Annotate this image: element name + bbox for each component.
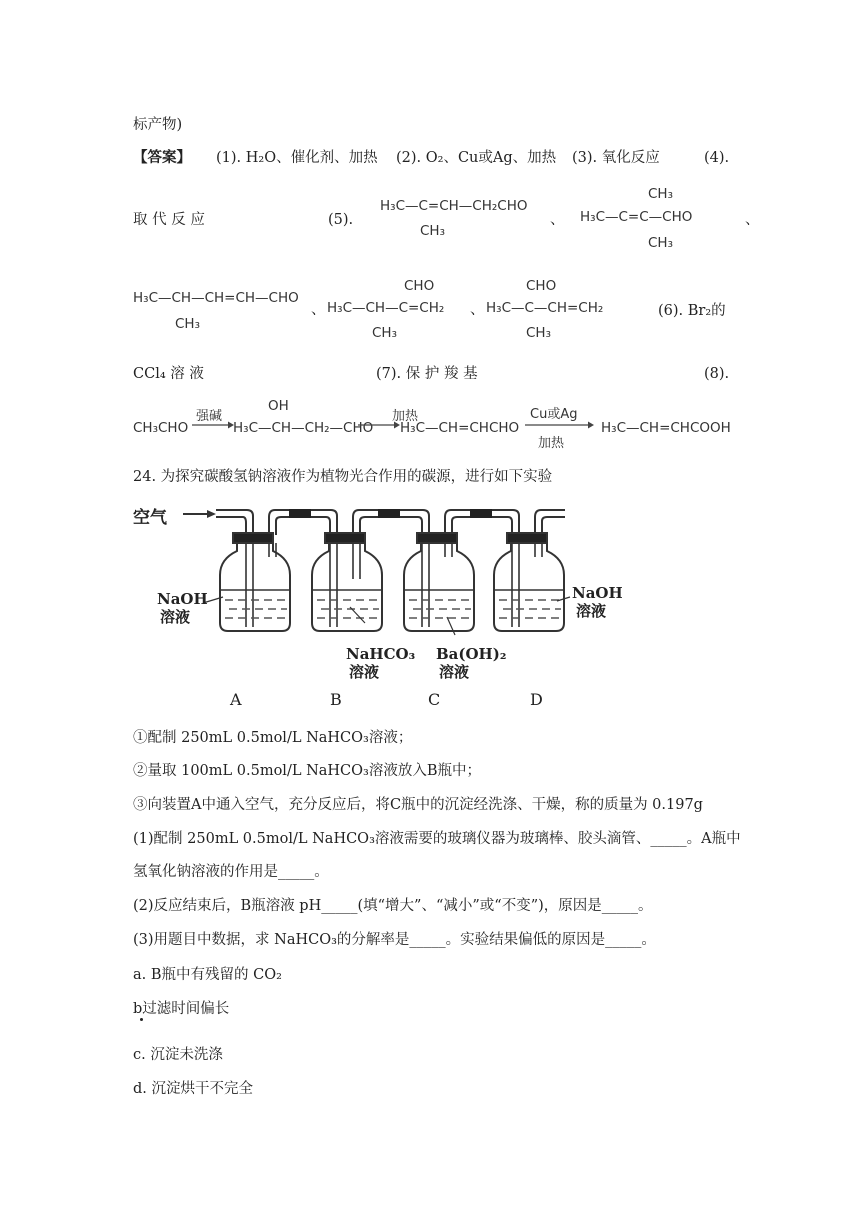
nahco3-label-2: 溶液 xyxy=(349,663,380,681)
option-b: b过滤时间偏长 xyxy=(133,1001,230,1017)
bottle-d-label: D xyxy=(530,690,543,709)
part-2: (2)反应结束后，B瓶溶液 pH_____(填“增大”、“减小”或“不变”)，原因是_____。 xyxy=(133,898,653,914)
structure-3-methyl: CH₃ xyxy=(175,316,200,332)
separator: 、 xyxy=(745,212,760,228)
answer-6: (6). Br₂的 xyxy=(658,303,726,319)
step-3: ③向装置A中通入空气，充分反应后，将C瓶中的沉淀经洗涤、干燥，称的质量为 0.197g xyxy=(133,797,703,813)
baoh2-label-2: 溶液 xyxy=(439,663,470,681)
answer-8-num: (8). xyxy=(704,366,730,382)
air-label: 空气 xyxy=(133,508,167,528)
naoh-right-label-1: NaOH xyxy=(572,584,623,602)
structure-5-bottom: CH₃ xyxy=(526,325,551,341)
nahco3-label-1: NaHCO₃ xyxy=(346,645,416,663)
structure-2: H₃C—C=C—CHO xyxy=(580,209,693,225)
structure-3: H₃C—CH—CH=CH—CHO xyxy=(133,290,299,306)
answer-5-num: (5). xyxy=(328,212,354,228)
structure-2-bottom: CH₃ xyxy=(648,235,673,251)
route-arrow-1 xyxy=(192,420,234,430)
separator: 、 xyxy=(470,302,485,318)
separator: 、 xyxy=(311,302,326,318)
bottle-a-label: A xyxy=(230,690,242,709)
naoh-left-label-1: NaOH xyxy=(157,590,208,608)
answer-6-continued: CCl₄ 溶 液 xyxy=(133,366,204,382)
route-intermediate-2: H₃C—CH=CHCHO xyxy=(400,420,520,436)
top-fragment: 标产物) xyxy=(133,117,183,133)
route-intermediate-1: H₃C—CH—CH₂—CHO xyxy=(233,420,374,436)
separator: 、 xyxy=(550,212,565,228)
route-condition-2: 加热 xyxy=(392,409,419,424)
answer-3: (3). 氧化反应 xyxy=(572,150,660,166)
route-condition-1: 强碱 xyxy=(196,409,223,424)
option-d: d. 沉淀烘干不完全 xyxy=(133,1081,253,1097)
question-24-title: 24. 为探究碳酸氢钠溶液作为植物光合作用的碳源，进行如下实验 xyxy=(133,469,553,485)
step-2: ②量取 100mL 0.5mol/L NaHCO₃溶液放入B瓶中； xyxy=(133,763,481,779)
route-reactant: CH₃CHO xyxy=(133,420,189,436)
step-1: ①配制 250mL 0.5mol/L NaHCO₃溶液； xyxy=(133,730,413,746)
part-3: (3)用题目中数据，求 NaHCO₃的分解率是_____。实验结果偏低的原因是_____。 xyxy=(133,932,656,948)
structure-5: H₃C—C—CH=CH₂ xyxy=(486,300,604,316)
answer-4-num: (4). xyxy=(704,150,730,166)
structure-5-top: CHO xyxy=(526,278,557,294)
part-1-line-2: 氢氧化钠溶液的作用是_____。 xyxy=(133,864,329,880)
route-condition-3-bottom: 加热 xyxy=(538,436,565,451)
answer-7: (7). 保 护 羧 基 xyxy=(376,366,478,382)
structure-1: H₃C—C=CH—CH₂CHO xyxy=(380,198,528,214)
naoh-right-label-2: 溶液 xyxy=(576,602,607,620)
bottle-b-label: B xyxy=(330,690,342,709)
route-arrow-3 xyxy=(525,420,595,430)
route-arrow-2 xyxy=(358,420,400,430)
route-condition-3-top: Cu或Ag xyxy=(530,407,578,422)
baoh2-label-1: Ba(OH)₂ xyxy=(436,645,507,663)
route-intermediate-top: OH xyxy=(268,398,289,414)
answer-label: 【答案】 xyxy=(133,149,191,166)
answer-4-text: 取 代 反 应 xyxy=(133,212,205,228)
naoh-left-label-2: 溶液 xyxy=(160,608,191,626)
structure-4-top: CHO xyxy=(404,278,435,294)
structure-4-bottom: CH₃ xyxy=(372,325,397,341)
bottle-c-label: C xyxy=(428,690,441,709)
answer-1: (1). H₂O、催化剂、加热 xyxy=(216,150,378,166)
route-product: H₃C—CH=CHCOOH xyxy=(601,420,731,436)
option-c: c. 沉淀未洗涤 xyxy=(133,1047,223,1063)
structure-2-top: CH₃ xyxy=(648,186,673,202)
part-1-line-1: (1)配制 250mL 0.5mol/L NaHCO₃溶液需要的玻璃仪器为玻璃棒、胶头滴管、_____。A瓶中 xyxy=(133,831,741,847)
answer-2: (2). O₂、Cu或Ag、加热 xyxy=(396,150,557,166)
structure-1-methyl: CH₃ xyxy=(420,223,445,239)
structure-4: H₃C—CH—C=CH₂ xyxy=(327,300,445,316)
option-a: a. B瓶中有残留的 CO₂ xyxy=(133,967,282,983)
stray-dot xyxy=(140,1018,143,1021)
